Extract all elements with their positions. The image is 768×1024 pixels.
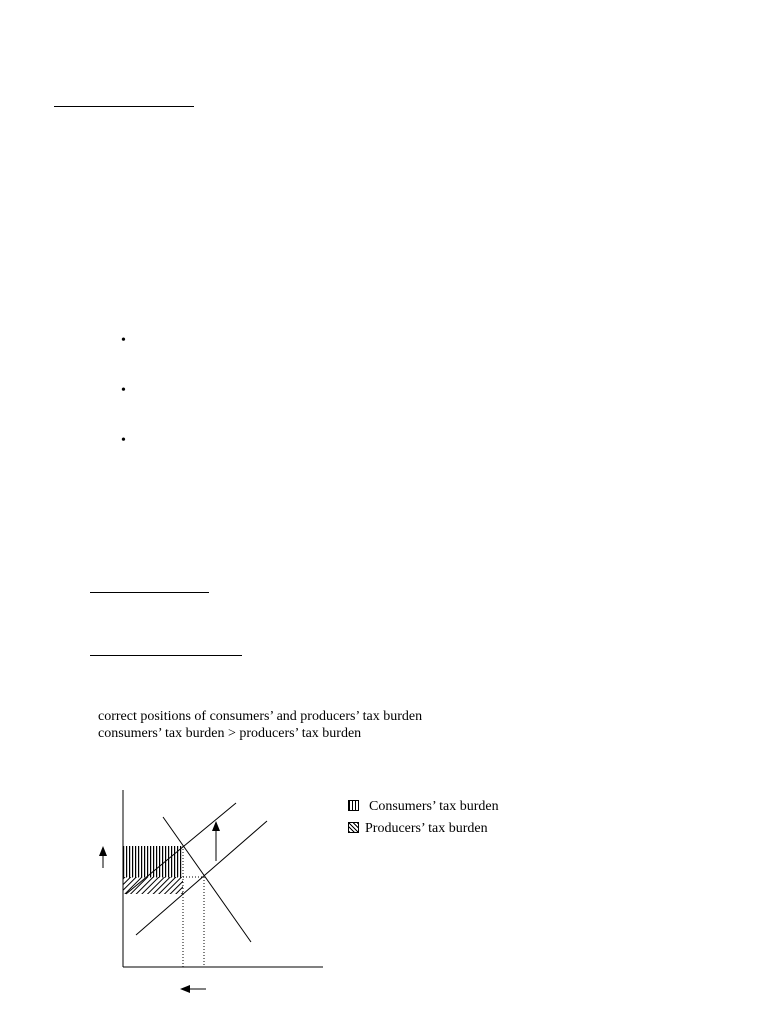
consumers-burden-area — [123, 846, 183, 877]
legend-consumers-label: Consumers’ tax burden — [369, 799, 499, 814]
producers-burden-area — [123, 877, 183, 894]
bullet-point: • — [121, 383, 126, 398]
diagonal-hatch-swatch-icon — [348, 822, 359, 833]
legend-producers-label: Producers’ tax burden — [365, 821, 488, 836]
arrow-head-left-icon — [180, 985, 190, 993]
legend-consumers — [348, 798, 499, 815]
note-line-positions: correct positions of consumers’ and producers’ tax burden — [98, 709, 423, 724]
arrow-head-up-icon — [99, 846, 107, 856]
note-line-comparison: consumers’ tax burden > producers’ tax burden — [98, 726, 362, 741]
vertical-hatch-swatch-icon — [348, 800, 359, 811]
bullet-point: • — [121, 333, 126, 348]
legend-producers — [348, 820, 488, 837]
bullet-point: • — [121, 433, 126, 448]
